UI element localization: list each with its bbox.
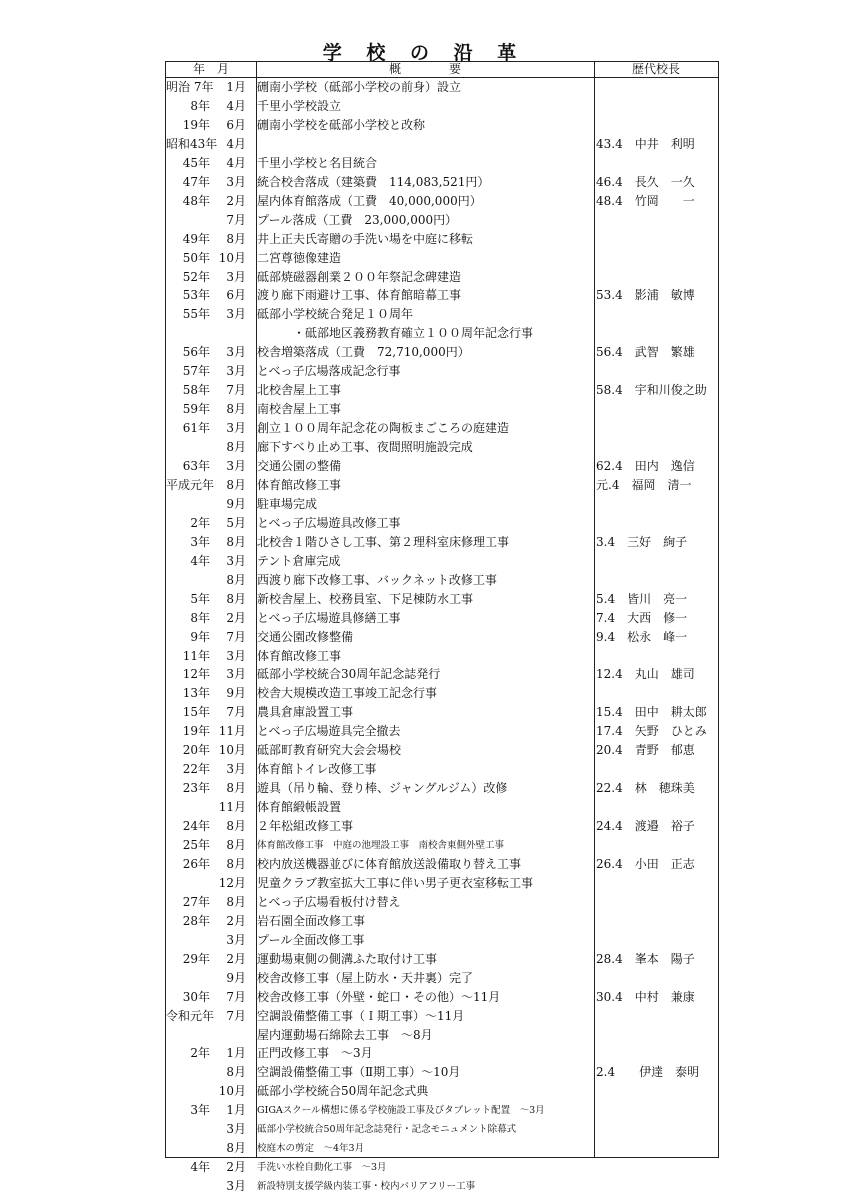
row-month: 3月 [226, 553, 246, 568]
table-row [166, 1158, 718, 1177]
row-year: 3年 [190, 1103, 210, 1118]
row-principal: 30.4 中村 兼康 [596, 989, 695, 1004]
row-principal: 53.4 影浦 敏博 [596, 288, 695, 303]
row-description: 砥部町教育研究大会会場校 [257, 743, 402, 758]
row-month: 3月 [226, 1122, 246, 1137]
row-year: 26年 [182, 856, 210, 871]
row-month: 9月 [226, 686, 246, 701]
row-month: 4月 [226, 136, 246, 151]
row-month: 6月 [226, 117, 246, 132]
row-description: 空調設備整備工事（Ｉ期工事）～11月 [257, 1008, 465, 1023]
table-row [166, 703, 718, 722]
row-month: 7月 [226, 705, 246, 720]
row-description: 体育館改修工事 [257, 477, 342, 492]
row-month: 8月 [226, 440, 246, 455]
row-month: 3月 [226, 345, 246, 360]
table-row [166, 192, 718, 211]
row-description: 屋内運動場石綿除去工事 ～8月 [257, 1027, 433, 1042]
row-description: 渡り廊下雨避け工事、体育館暗幕工事 [257, 288, 462, 303]
row-year: 3年 [190, 534, 210, 549]
row-year: 47年 [182, 174, 210, 189]
table-row [166, 609, 718, 628]
table-row [166, 419, 718, 438]
row-description: 校舎増築落成（工費 72,710,000円） [257, 345, 470, 360]
row-year: 15年 [182, 705, 210, 720]
row-principal: 24.4 渡邉 裕子 [596, 819, 695, 834]
row-description: 砥部小学校統合発足１０周年 [257, 307, 414, 322]
row-month: 3月 [226, 421, 246, 436]
table-row [166, 305, 718, 324]
row-description: 千里小学校と名目統合 [257, 155, 378, 170]
row-principal: 5.4 皆川 亮一 [596, 591, 688, 606]
row-year: 27年 [182, 894, 210, 909]
row-month: 3月 [226, 932, 246, 947]
row-principal: 7.4 大西 修一 [596, 610, 688, 625]
row-description: 体育館トイレ改修工事 [257, 762, 377, 777]
row-description: 硎南小学校（砥部小学校の前身）設立 [257, 80, 462, 94]
row-month: 8月 [226, 856, 246, 871]
table-row [166, 249, 718, 268]
table-row [166, 97, 718, 116]
row-month: 5月 [226, 515, 246, 530]
table-row [166, 1063, 718, 1082]
row-month: 3月 [226, 269, 246, 284]
table-row [166, 931, 718, 950]
header-description: 概 要 [388, 62, 461, 76]
row-year: 30年 [182, 989, 210, 1004]
table-row [166, 154, 718, 173]
row-month: 1月 [226, 1103, 246, 1118]
row-description: 交通公園の整備 [257, 459, 342, 473]
table-row [166, 476, 718, 495]
row-description: 校舎改修工事（外壁・蛇口・その他）～11月 [257, 989, 501, 1004]
row-month: 8月 [226, 838, 246, 852]
row-description: 駐車場完成 [257, 496, 318, 511]
row-description: 校舎改修工事（屋上防水・天井裏）完了 [257, 970, 474, 985]
table-row [166, 1044, 718, 1063]
row-description: 農具倉庫設置工事 [257, 705, 354, 720]
row-description: 手洗い水栓自動化工事 ～3月 [257, 1162, 387, 1174]
table-row [166, 722, 718, 741]
row-month: 3月 [226, 667, 246, 682]
row-principal: 43.4 中井 利明 [596, 136, 695, 151]
row-description: 正門改修工事 ～3月 [257, 1046, 373, 1061]
row-month: 8月 [226, 1065, 246, 1080]
table-row [166, 495, 718, 514]
table-row [166, 362, 718, 381]
table-row [166, 741, 718, 760]
row-year: 20年 [182, 743, 210, 758]
row-month: 2月 [226, 610, 246, 625]
table-row [166, 211, 718, 230]
row-year: 19年 [182, 117, 210, 132]
row-month: 7月 [226, 1008, 246, 1023]
row-year: 平成元年 [166, 477, 215, 492]
table-row [166, 817, 718, 836]
row-description: とべっ子広場遊具完全撤去 [257, 724, 401, 739]
table-row [166, 343, 718, 362]
row-month: 8月 [226, 402, 246, 417]
row-month: 8月 [226, 231, 246, 246]
table-row [166, 1120, 718, 1139]
row-description: プール全面改修工事 [257, 932, 365, 947]
row-month: 2月 [226, 951, 246, 966]
row-month: 8月 [226, 534, 246, 549]
row-description: とべっ子広場遊具改修工事 [257, 515, 401, 530]
row-description: 運動場東側の側溝ふた取付け工事 [257, 951, 438, 966]
row-description: 新校舎屋上、校務員室、下足棟防水工事 [257, 591, 474, 606]
row-month: 10月 [218, 250, 246, 265]
row-month: 8月 [226, 819, 246, 834]
row-year: 29年 [182, 951, 210, 966]
row-principal: 22.4 林 穂珠美 [596, 781, 695, 796]
row-month: 2月 [226, 913, 246, 928]
row-principal: 3.4 三好 絢子 [596, 534, 688, 549]
row-description: 校内放送機器並びに体育館放送設備取り替え工事 [257, 856, 522, 871]
row-month: 8月 [226, 781, 246, 796]
row-month: 2月 [226, 193, 246, 208]
row-year: 58年 [182, 383, 210, 398]
row-principal: 48.4 竹岡 一 [596, 193, 695, 208]
table-row [166, 950, 718, 969]
row-principal: 62.4 田内 逸信 [596, 459, 695, 473]
table-row [166, 173, 718, 192]
row-year: 45年 [182, 155, 210, 170]
row-year: 25年 [182, 838, 210, 852]
row-year: 明治 7年 [166, 80, 214, 94]
row-month: 3月 [226, 459, 246, 473]
row-principal: 17.4 矢野 ひとみ [596, 724, 707, 739]
row-month: 6月 [226, 288, 246, 303]
row-month: 7月 [226, 212, 246, 227]
row-year: 昭和43年 [166, 136, 218, 151]
row-year: 2年 [190, 1046, 210, 1061]
row-description: 砥部小学校統合50周年記念誌発行・記念モニュメント除幕式 [257, 1124, 517, 1136]
row-month: 4月 [226, 155, 246, 170]
row-year: 22年 [182, 762, 210, 777]
row-year: 49年 [182, 231, 210, 246]
table-row [166, 457, 718, 476]
row-month: 10月 [218, 743, 246, 758]
row-month: 7月 [226, 629, 246, 644]
table-row [166, 438, 718, 457]
table-row [166, 1177, 718, 1196]
row-description: GIGAスクール構想に係る学校施設工事及びタブレット配置 ～3月 [257, 1105, 545, 1117]
table-row [166, 230, 718, 249]
row-principal: 20.4 青野 郁恵 [596, 743, 695, 758]
row-month: 3月 [226, 307, 246, 322]
table-row [166, 798, 718, 817]
row-description: とべっ子広場落成記念行事 [257, 364, 401, 379]
row-year: 13年 [182, 686, 210, 701]
row-description: 創立１００周年記念花の陶板まごころの庭建造 [257, 421, 510, 436]
row-description: 北校舎１階ひさし工事、第２理科室床修理工事 [257, 534, 510, 549]
row-year: 52年 [182, 269, 210, 284]
row-month: 3月 [226, 762, 246, 777]
row-month: 7月 [226, 383, 246, 398]
row-year: 9年 [190, 629, 210, 644]
row-year: 57年 [182, 364, 210, 379]
row-principal: 9.4 松永 峰一 [596, 629, 688, 644]
row-month: 3月 [226, 364, 246, 379]
row-description: 体育館改修工事 [257, 648, 342, 663]
row-year: 23年 [182, 781, 210, 796]
table-row [166, 1101, 718, 1120]
row-year: 50年 [182, 250, 210, 265]
row-year: 8年 [190, 610, 210, 625]
table-row [166, 1007, 718, 1026]
row-description: 北校舎屋上工事 [257, 383, 342, 398]
table-row [166, 1139, 718, 1158]
row-year: 55年 [182, 307, 210, 322]
table-row [166, 571, 718, 590]
table-row [166, 779, 718, 798]
row-year: 63年 [182, 459, 210, 473]
row-month: 8月 [226, 572, 246, 587]
row-description: 井上正夫氏寄贈の手洗い場を中庭に移転 [257, 231, 474, 246]
row-month: 3月 [226, 648, 246, 663]
row-description: 校庭木の剪定 ～4年3月 [257, 1143, 365, 1155]
table-row [166, 552, 718, 571]
header-year-month: 年 月 [192, 62, 229, 76]
row-month: 8月 [226, 894, 246, 909]
row-description: 南校舎屋上工事 [257, 402, 342, 417]
table-row [166, 514, 718, 533]
row-month: 4月 [226, 98, 246, 113]
row-description: 砥部小学校統合50周年記念式典 [257, 1084, 429, 1099]
row-month: 1月 [226, 80, 246, 94]
table-row [166, 665, 718, 684]
row-month: 8月 [226, 1141, 246, 1156]
row-description: 西渡り廊下改修工事、バックネット改修工事 [257, 572, 497, 587]
row-description: 硎南小学校を砥部小学校と改称 [257, 117, 426, 132]
table-row [166, 874, 718, 893]
row-principal: 26.4 小田 正志 [596, 856, 695, 871]
row-description: 廊下すべり止め工事、夜間照明施設完成 [257, 440, 473, 455]
row-month: 8月 [226, 591, 246, 606]
row-principal: 58.4 宇和川俊之助 [596, 383, 707, 398]
row-year: 2年 [190, 515, 210, 530]
row-principal: 12.4 丸山 雄司 [596, 667, 695, 682]
row-year: 令和元年 [166, 1008, 215, 1023]
row-year: 8年 [190, 98, 210, 113]
table-row [166, 268, 718, 287]
row-month: 8月 [226, 477, 246, 492]
row-principal: 28.4 峯本 陽子 [596, 951, 695, 966]
table-row [166, 628, 718, 647]
table-row [166, 893, 718, 912]
row-description: ２年松組改修工事 [257, 819, 354, 834]
row-month: 1月 [226, 1046, 246, 1061]
row-principal: 元.4 福岡 清一 [596, 477, 692, 492]
row-description: テント倉庫完成 [257, 553, 341, 568]
row-description: 児童クラブ教室拡大工事に伴い男子更衣室移転工事 [257, 875, 534, 890]
table-row [166, 78, 718, 97]
table-row [166, 590, 718, 609]
row-year: 12年 [182, 667, 210, 682]
row-description: とべっ子広場遊具修繕工事 [257, 610, 401, 625]
table-row [166, 1026, 718, 1045]
row-month: 9月 [226, 496, 246, 511]
table-row [166, 400, 718, 419]
row-month: 7月 [226, 989, 246, 1004]
row-year: 5年 [190, 591, 210, 606]
row-month: 11月 [218, 724, 246, 739]
row-description: 空調設備整備工事（Ⅱ期工事）～10月 [257, 1065, 461, 1080]
row-year: 4年 [190, 553, 210, 568]
row-description: ・砥部地区義務教育確立１００周年記念行事 [257, 326, 534, 341]
table-row [166, 324, 718, 343]
row-month: 11月 [218, 800, 246, 815]
table-row [166, 760, 718, 779]
row-description: とべっ子広場看板付け替え [257, 894, 401, 909]
row-year: 28年 [182, 913, 210, 928]
table-row [166, 988, 718, 1007]
row-description: 岩石園全面改修工事 [257, 913, 366, 928]
row-month: 10月 [218, 1084, 246, 1099]
row-description: 砥部小学校統合30周年記念誌発行 [257, 667, 441, 682]
row-month: 12月 [218, 875, 246, 890]
header-principal: 歴代校長 [631, 62, 680, 76]
table-row [166, 116, 718, 135]
row-principal: 56.4 武智 繁雄 [596, 345, 695, 360]
table-row [166, 647, 718, 666]
row-description: 屋内体育館落成（工費 40,000,000円） [257, 193, 482, 208]
row-year: 48年 [182, 193, 210, 208]
row-year: 4年 [190, 1160, 210, 1175]
row-year: 56年 [182, 345, 210, 360]
row-year: 61年 [182, 421, 210, 436]
table-row [166, 912, 718, 931]
page-title: 学 校 の 沿 革 [322, 42, 526, 64]
row-description: プール落成（工費 23,000,000円） [257, 212, 458, 227]
table-row [166, 533, 718, 552]
row-description: 遊具（吊り輪、登り棒、ジャングルジム）改修 [257, 781, 508, 796]
table-row [166, 836, 718, 855]
table-row [166, 135, 718, 154]
table-row [166, 969, 718, 988]
table-row [166, 684, 718, 703]
row-year: 59年 [182, 402, 210, 417]
row-description: 二宮尊徳像建造 [257, 250, 342, 265]
table-row [166, 286, 718, 305]
row-description: 体育館緞帳設置 [257, 800, 342, 815]
row-description: 校舎大規模改造工事竣工記念行事 [257, 686, 438, 701]
row-description: 新設特別支援学級内装工事・校内バリアフリー工事 [257, 1181, 476, 1193]
table-row [166, 1082, 718, 1101]
table-row [166, 855, 718, 874]
row-month: 3月 [226, 1179, 246, 1194]
row-principal: 2.4 伊達 泰明 [596, 1065, 700, 1080]
row-description: 千里小学校設立 [257, 98, 342, 113]
row-year: 19年 [182, 724, 210, 739]
row-year: 24年 [182, 819, 210, 834]
row-month: 2月 [226, 1160, 246, 1175]
row-description: 砥部焼磁器創業２００年祭記念碑建造 [257, 269, 462, 284]
row-year: 53年 [182, 288, 210, 303]
row-year: 11年 [182, 648, 210, 663]
row-month: 9月 [226, 970, 246, 985]
row-description: 統合校舎落成（建築費 114,083,521円） [257, 174, 490, 189]
row-month: 3月 [226, 174, 246, 189]
row-description: 体育館改修工事 中庭の池埋設工事 南校舎東側外壁工事 [257, 840, 505, 851]
history-table [165, 61, 719, 1194]
row-description: 交通公園改修整備 [257, 629, 354, 644]
row-principal: 15.4 田中 耕太郎 [596, 705, 707, 720]
table-row [166, 381, 718, 400]
row-principal: 46.4 長久 一久 [596, 174, 695, 189]
